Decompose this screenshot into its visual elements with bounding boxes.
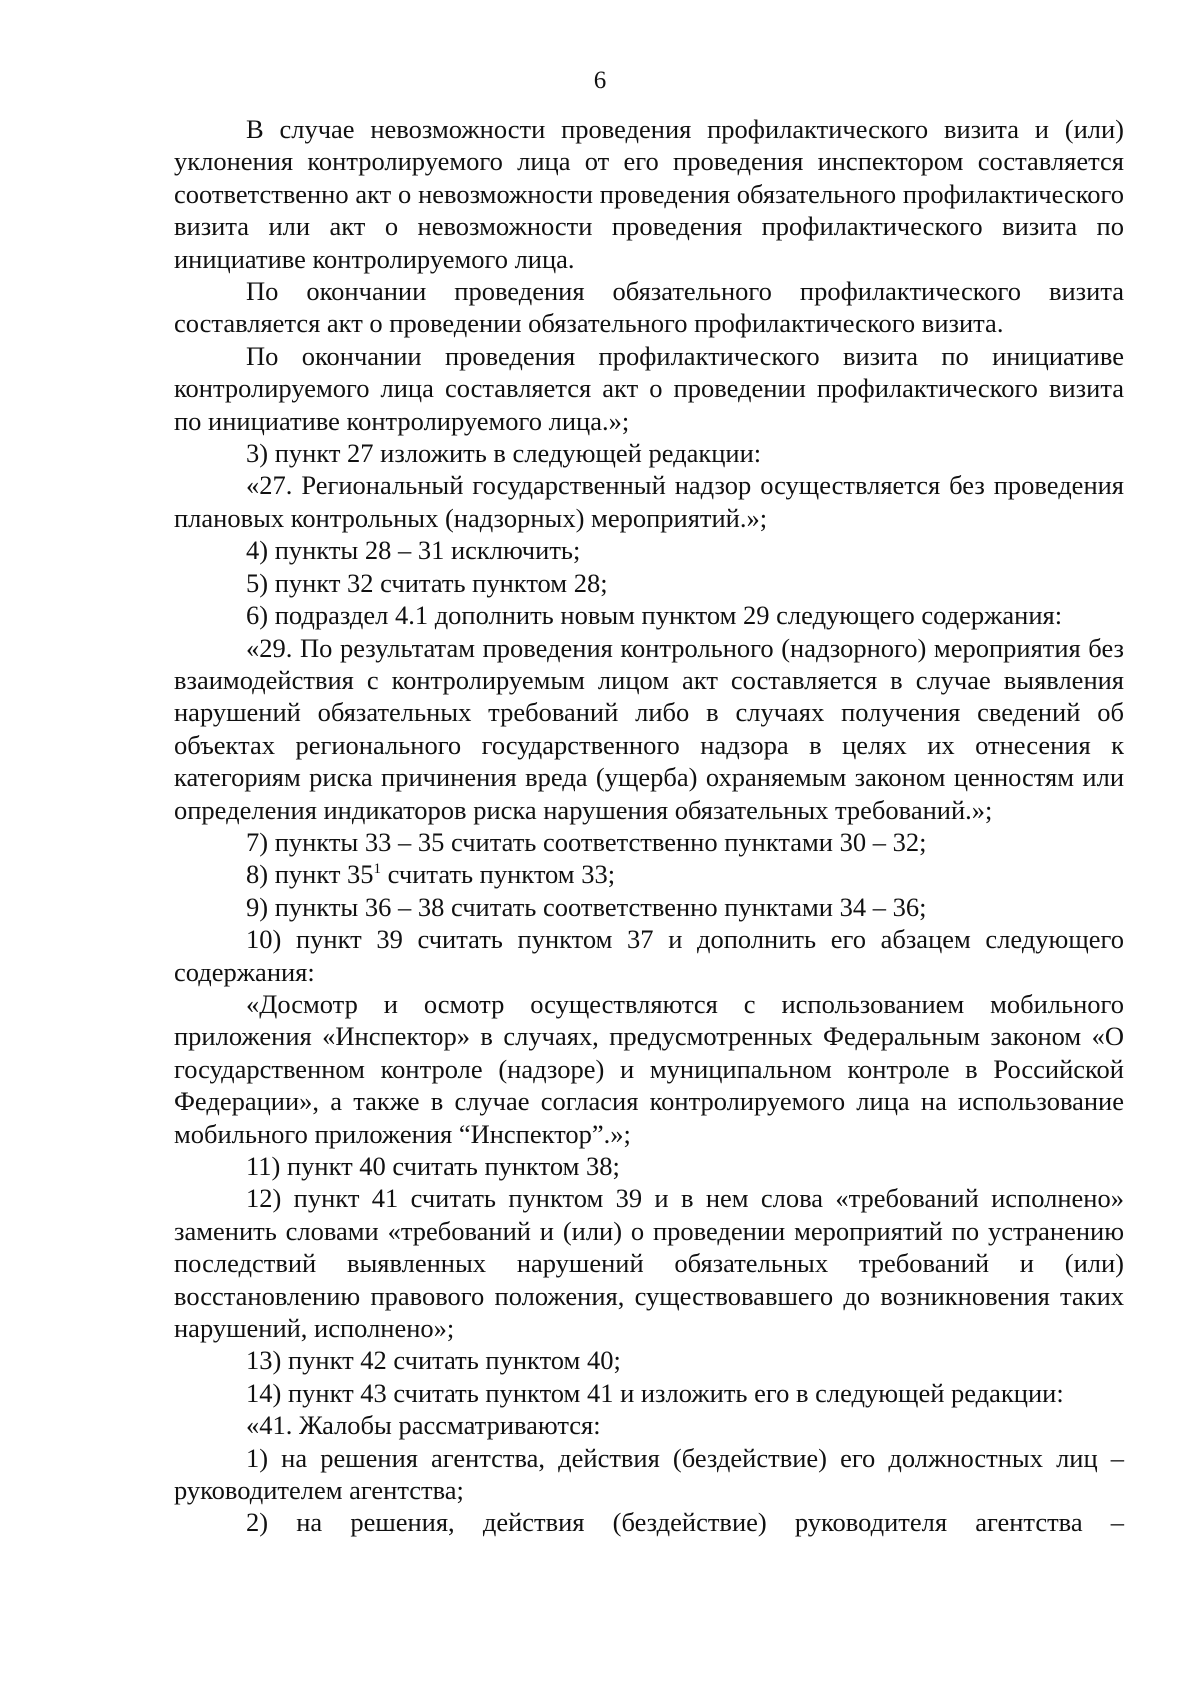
item-8-superscript: 1 (373, 861, 382, 878)
paragraph-inspection-app: «Досмотр и осмотр осуществляются с использованием мобильного приложения «Инспектор» в случаях, предусмотренных Федеральным законом «О государственном контроле (надзоре) и муниципальном контроле в Российской Федерации», а также в случае согласия контролируемого лица на использование мобильного приложения “Инспектор”.»; (174, 988, 1124, 1149)
paragraph-visit-impossible: В случае невозможности проведения профилактического визита и (или) уклонения контролируемого лица от его проведения инспектором составляется соответственно акт о невозможности проведения обязательного профилактического визита или акт о невозможности проведения профилактического визита по инициативе контролируемого лица. (174, 114, 1124, 274)
paragraph-item-4: 4) пункты 28 – 31 исключить; (246, 535, 581, 566)
paragraph-item-7: 7) пункты 33 – 35 считать соответственно пунктами 30 – 32; (246, 826, 927, 857)
paragraph-item-14: 14) пункт 43 считать пунктом 41 и изложить его в следующей редакции: (246, 1377, 1064, 1408)
paragraph-item-6: 6) подраздел 4.1 дополнить новым пунктом 29 следующего содержания: (246, 600, 1063, 631)
page-number: 6 (593, 67, 607, 94)
document-body (174, 113, 1124, 1539)
paragraph-item-3: 3) пункт 27 изложить в следующей редакции: (246, 438, 762, 469)
paragraph-item-13: 13) пункт 42 считать пунктом 40; (246, 1345, 621, 1376)
paragraph-item-12: 12) пункт 41 считать пунктом 39 и в нем слова «требований исполнено» заменить словами «требований и (или) о проведении мероприятий по устранению последствий выявленных нарушений обязательных требований и (или) восстановлению правового положения, существовавшего до возникновения таких нарушений, исполнено»; (174, 1183, 1124, 1344)
paragraph-complaint-2: 2) на решения, действия (бездействие) руководителя агентства – (246, 1507, 1124, 1538)
item-8-text-after: считать пунктом 33; (381, 859, 616, 890)
paragraph-initiative-visit-act: По окончании проведения профилактического визита по инициативе контролируемого лица составляется акт о проведении профилактического визита по инициативе контролируемого лица.»; (174, 340, 1124, 436)
paragraph-item-5: 5) пункт 32 считать пунктом 28; (246, 567, 608, 598)
paragraph-clause-29: «29. По результатам проведения контрольного (надзорного) мероприятия без взаимодействия с контролируемым лицом акт составляется в случае выявления нарушений обязательных требований либо в случаях получения сведений об объектах регионального государственного надзора в целях их отнесения к категориям риска причинения вреда (ущерба) охраняемым законом ценностям или определения индикаторов риска нарушения обязательных требований.»; (174, 632, 1124, 825)
paragraph-complaint-1: 1) на решения агентства, действия (бездействие) его должностных лиц – руководителем агентства; (174, 1442, 1124, 1506)
paragraph-item-11: 11) пункт 40 считать пунктом 38; (246, 1151, 620, 1181)
item-8-text-before: 8) пункт 35 (246, 859, 374, 890)
paragraph-item-10: 10) пункт 39 считать пунктом 37 и дополнить его абзацем следующего содержания: (174, 924, 1124, 987)
paragraph-item-9: 9) пункты 36 – 38 считать соответственно пунктами 34 – 36; (246, 891, 927, 922)
paragraph-clause-27: «27. Региональный государственный надзор осуществляется без проведения плановых контрольных (надзорных) мероприятий.»; (174, 470, 1124, 533)
paragraph-mandatory-visit-act: По окончании проведения обязательного профилактического визита составляется акт о проведении обязательного профилактического визита. (174, 276, 1124, 339)
paragraph-clause-41: «41. Жалобы рассматриваются: (246, 1410, 601, 1441)
paragraph-item-8 (174, 858, 1124, 890)
